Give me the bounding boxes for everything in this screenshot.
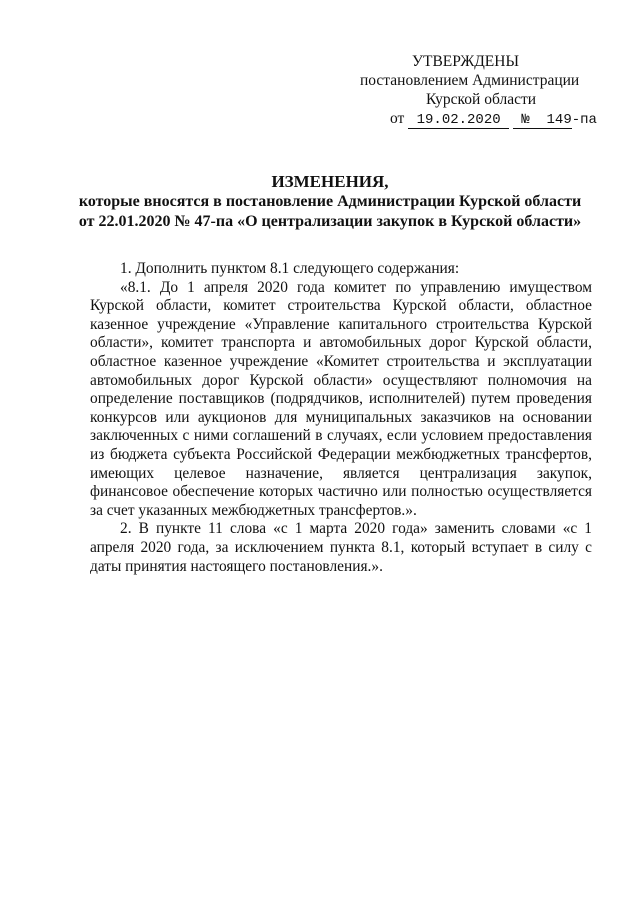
title-line-2: которые вносятся в постановление Администрации Курской области xyxy=(78,193,582,210)
approval-heading: УТВЕРЖДЕНЫ xyxy=(412,53,519,70)
paragraph-3: 2. В пункте 11 слова «с 1 марта 2020 года» заменить словами «с 1 апреля 2020 года, за исключением пункта 8.1, который вступает в силу с даты принятия настоящего постановления.». xyxy=(90,520,592,575)
document-title xyxy=(60,172,600,232)
date-value-text: 19.02.2020 xyxy=(416,112,501,128)
date-prefix: от xyxy=(390,110,405,127)
approval-date-number xyxy=(390,109,597,130)
number-value: 149 xyxy=(546,112,572,128)
date-value xyxy=(408,113,509,129)
paragraph-1: 1. Дополнить пунктом 8.1 следующего содержания: xyxy=(120,260,460,277)
approval-issuer: постановлением Администрации xyxy=(360,72,580,89)
number-field xyxy=(513,113,572,129)
paragraph-2: «8.1. До 1 апреля 2020 года комитет по управлению имуществом Курской области, комитет строительства Курской области, областное казенное учреждение «Управление капитального строительства Курской области», комитет транспорта и автомобильных дорог Курской области, областное казенное учреждение «Комитет строительства и эксплуатации автомобильных дорог Курской области» осуществляют полномочия на определение поставщиков (подрядчиков, исполнителей) путем проведения конкурсов или аукционов для муниципальных заказчиков на основании заключенных с ними соглашений в случаях, если условием предоставления из бюджета субъекта Российской Федерации межбюджетных трансфертов, имеющих целевое назначение, является централизация закупок, финансовое обеспечение которых частично или полностью осуществляется за счет указанных межбюджетных трансфертов.». xyxy=(90,278,592,519)
title-line-3: от 22.01.2020 № 47-па «О централизации закупок в Курской области» xyxy=(78,213,582,230)
document-body xyxy=(90,260,592,576)
approval-region: Курской области xyxy=(426,91,537,108)
number-sign: № xyxy=(521,112,530,128)
number-suffix: -па xyxy=(571,112,597,128)
title-heading: ИЗМЕНЕНИЯ, xyxy=(271,172,389,191)
